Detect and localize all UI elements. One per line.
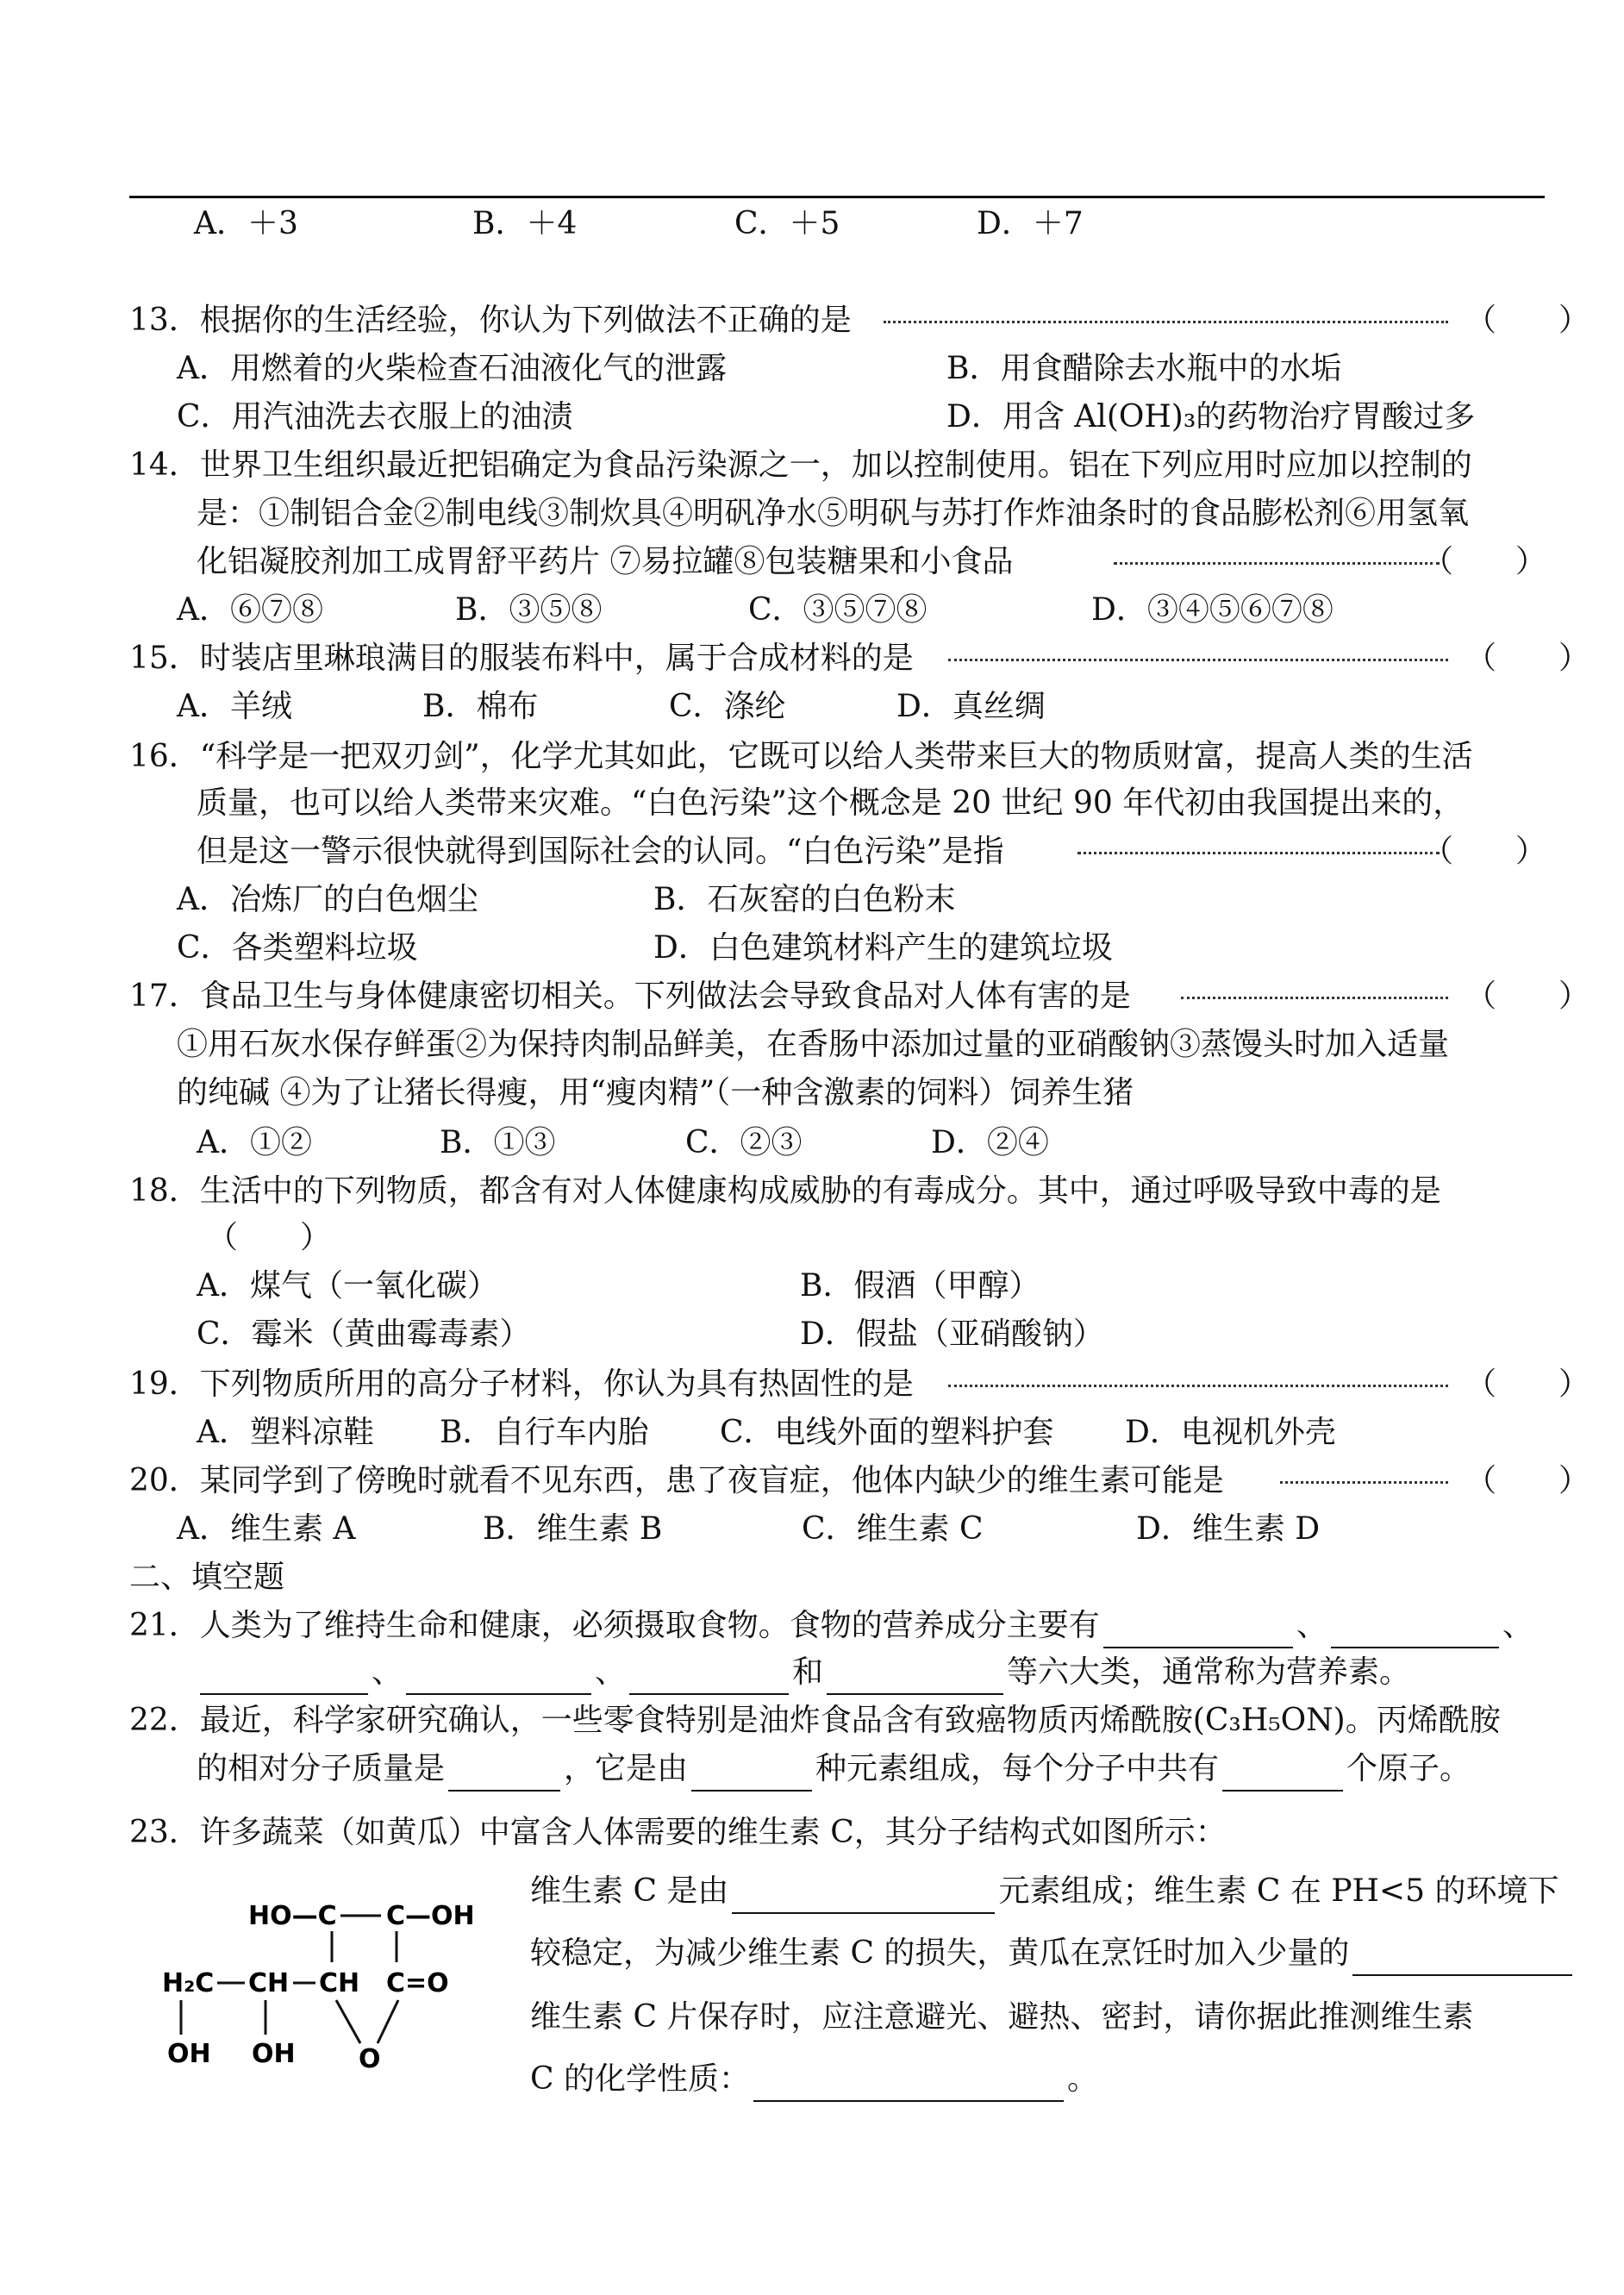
q18-option-c: C．霉米（黄曲霉毒素） (197, 1316, 531, 1352)
q21-blank-6[interactable] (827, 1659, 1003, 1695)
q15-option-b: B．棉布 (422, 689, 539, 724)
q19-paren: （ ） (1465, 1366, 1590, 1402)
q12-option-d: D．＋7 (977, 206, 1084, 241)
q18-stem: 18．生活中的下列物质，都含有对人体健康构成威胁的有毒成分。其中，通过呼吸导致中毒的是 (129, 1173, 1441, 1209)
q14-line2: 是：①制铝合金②制电线③制炊具④明矾净水⑤明矾与苏打作炸油条时的食品膨松剂⑥用氢氧 (197, 496, 1470, 531)
q16-line3: 但是这一警示很快就得到国际社会的认同。“白色污染”是指 (197, 834, 1004, 869)
q23-right-line3: 维生素 C 片保存时，应注意避光、避热、密封，请你据此推测维生素 (530, 1999, 1474, 2035)
q23-right-line4 (530, 2057, 1098, 2102)
q15-paren: （ ） (1465, 641, 1590, 676)
q13-dots (884, 321, 1448, 323)
q16-line2: 质量，也可以给人类带来灾难。“白色污染”这个概念是 20 世纪 90 年代初由我国提出来的， (197, 785, 1465, 821)
q14-dots (1114, 562, 1440, 565)
q22-text-1: 的相对分子质量是 (197, 1751, 446, 1786)
q16-option-a: A．冶炼厂的白色烟尘 (177, 882, 478, 917)
q23-stem: 23．许多蔬菜（如黄瓜）中富含人体需要的维生素 C，其分子结构式如图所示： (129, 1815, 1227, 1850)
q14-line1: 14．世界卫生组织最近把铝确定为食品污染源之一，加以控制使用。铝在下列应用时应加以控制的 (129, 447, 1472, 483)
q19-option-a: A．塑料凉鞋 (197, 1415, 374, 1450)
q23-text-4: C 的化学性质： (530, 2061, 750, 2097)
q23-text-5: 。 (1067, 2061, 1099, 2097)
q18-option-d: D．假盐（亚硝酸钠） (800, 1316, 1104, 1352)
q17-line2: ①用石灰水保存鲜蛋②为保持肉制品鲜美，在香肠中添加过量的亚硝酸钠③蒸馒头时加入适量 (177, 1027, 1450, 1062)
q20-stem: 20．某同学到了傍晚时就看不见东西，患了夜盲症，他体内缺少的维生素可能是 (129, 1463, 1224, 1498)
struct-label-h2c: H₂C (162, 1968, 215, 1998)
q18-paren: （ ） (207, 1220, 332, 1255)
q20-option-b: B．维生素 B (483, 1511, 663, 1547)
struct-label-o: O (359, 2044, 381, 2074)
q21-blank-2[interactable] (1331, 1612, 1499, 1648)
q22-text-3: 种元素组成，每个分子中共有 (815, 1751, 1220, 1786)
q22-blank-1[interactable] (448, 1755, 560, 1792)
q16-line1: 16．“科学是一把双刃剑”，化学尤其如此，它既可以给人类带来巨大的物质财富，提高人类的生活 (129, 739, 1473, 774)
q22-line2 (197, 1747, 1471, 1792)
q15-stem: 15．时装店里琳琅满目的服装布料中，属于合成材料的是 (129, 641, 914, 676)
q12-option-b: B．＋4 (472, 206, 578, 241)
q17-option-b: B．①③ (440, 1125, 556, 1160)
q15-dots (948, 659, 1448, 661)
header-rule (129, 196, 1545, 198)
q16-option-d: D．白色建筑材料产生的建筑垃圾 (653, 930, 1113, 966)
q21-sep: 、 (372, 1654, 403, 1690)
q20-dots (1280, 1481, 1448, 1484)
q18-option-a: A．煤气（一氧化碳） (197, 1268, 498, 1304)
q23-blank-1[interactable] (732, 1878, 995, 1914)
q19-option-d: D．电视机外壳 (1125, 1415, 1336, 1450)
q14-option-c: C．③⑤⑦⑧ (748, 592, 928, 628)
q13-option-c: C．用汽油洗去衣服上的油渍 (177, 399, 573, 435)
q13-option-b: B．用食醋除去水瓶中的水垢 (946, 351, 1342, 386)
q22-text-4: 个原子。 (1346, 1751, 1471, 1786)
struct-label-oh2: OH (252, 2039, 296, 2069)
struct-label-ch2: CH (319, 1968, 360, 1998)
struct-label-ho-c: HO—C (248, 1901, 337, 1931)
section-heading-fill-in: 二、填空题 (129, 1560, 285, 1595)
q14-option-a: A．⑥⑦⑧ (177, 592, 323, 628)
q16-dots (1077, 852, 1440, 854)
q12-option-a: A．＋3 (194, 206, 298, 241)
q19-stem: 19．下列物质所用的高分子材料，你认为具有热固性的是 (129, 1366, 914, 1402)
struct-label-ch1: CH (248, 1968, 290, 1998)
q17-option-a: A．①② (197, 1125, 312, 1160)
q19-option-b: B．自行车内胎 (440, 1415, 649, 1450)
q21-sep: 、 (1502, 1608, 1533, 1643)
q17-option-c: C．②③ (685, 1125, 803, 1160)
q23-text-2: 元素组成；维生素 C 在 PH<5 的环境下 (998, 1873, 1559, 1909)
q21-blank-4[interactable] (406, 1659, 591, 1695)
q13-stem: 13．根据你的生活经验，你认为下列做法不正确的是 (129, 303, 852, 338)
q23-blank-3[interactable] (753, 2066, 1064, 2102)
q21-sep: 、 (1296, 1608, 1327, 1643)
q21-line2 (197, 1650, 1410, 1695)
struct-label-co: C=O (386, 1968, 449, 1998)
q21-sep: 、 (595, 1654, 627, 1690)
q21-text: 21．人类为了维持生命和健康，必须摄取食物。食物的营养成分主要有 (129, 1608, 1100, 1643)
q16-option-b: B．石灰窑的白色粉末 (653, 882, 956, 917)
q22-blank-3[interactable] (1222, 1755, 1343, 1792)
q17-dots (1181, 997, 1448, 999)
q22-text-2: ，它是由 (564, 1751, 689, 1786)
q21-blank-3[interactable] (200, 1659, 368, 1695)
struct-label-c-oh: C—OH (386, 1901, 475, 1931)
vitamin-c-structure-diagram (155, 1879, 517, 2078)
q23-right-line1 (530, 1869, 1558, 1914)
q13-option-a: A．用燃着的火柴检查石油液化气的泄露 (177, 351, 727, 386)
q21-and: 和 (792, 1654, 824, 1690)
q22-line1: 22．最近，科学家研究确认，一些零食特别是油炸食品含有致癌物质丙烯酰胺(C₃H₅ON)。丙烯酰胺 (129, 1703, 1501, 1738)
q18-option-b: B．假酒（甲醇） (800, 1268, 1040, 1304)
q20-option-a: A．维生素 A (177, 1511, 356, 1547)
q21-line1 (129, 1604, 1533, 1648)
q17-paren: （ ） (1465, 979, 1590, 1014)
q17-line3: 的纯碱 ④为了让猪长得瘦，用“瘦肉精”（一种含激素的饲料）饲养生猪 (177, 1075, 1134, 1110)
q13-option-d: D．用含 Al(OH)₃的药物治疗胃酸过多 (946, 399, 1476, 435)
q15-option-c: C．涤纶 (669, 689, 786, 724)
q23-text-3: 较稳定，为减少维生素 C 的损失，黄瓜在烹饪时加入少量的 (530, 1935, 1350, 1971)
q23-text-1: 维生素 C 是由 (530, 1873, 729, 1909)
q19-dots (948, 1385, 1448, 1387)
q20-option-d: D．维生素 D (1136, 1511, 1321, 1547)
q14-line3: 化铝凝胶剂加工成胃舒平药片 ⑦易拉罐⑧包装糖果和小食品 (197, 544, 1014, 579)
q20-option-c: C．维生素 C (802, 1511, 984, 1547)
q20-paren: （ ） (1465, 1463, 1590, 1498)
q23-blank-2[interactable] (1352, 1940, 1572, 1976)
q21-blank-1[interactable] (1103, 1612, 1293, 1648)
q17-stem: 17．食品卫生与身体健康密切相关。下列做法会导致食品对人体有害的是 (129, 979, 1131, 1014)
q15-option-d: D．真丝绸 (896, 689, 1046, 724)
q23-right-line2 (530, 1931, 1576, 1976)
q14-option-d: D．③④⑤⑥⑦⑧ (1091, 592, 1334, 628)
q14-paren: （ ） (1422, 544, 1547, 579)
struct-bond-ring-2 (378, 2000, 398, 2043)
struct-label-oh1: OH (167, 2039, 211, 2069)
q16-paren: （ ） (1422, 834, 1547, 869)
struct-bond-ring-1 (336, 2000, 360, 2043)
q12-option-c: C．＋5 (734, 206, 840, 241)
q22-blank-2[interactable] (691, 1755, 812, 1792)
q21-tail: 等六大类，通常称为营养素。 (1007, 1654, 1411, 1690)
q19-option-c: C．电线外面的塑料护套 (720, 1415, 1054, 1450)
q15-option-a: A．羊绒 (177, 689, 292, 724)
q13-paren: （ ） (1465, 303, 1590, 338)
q21-blank-5[interactable] (629, 1659, 789, 1695)
q16-option-c: C．各类塑料垃圾 (177, 930, 418, 966)
q17-option-d: D．②④ (931, 1125, 1049, 1160)
q14-option-b: B．③⑤⑧ (455, 592, 603, 628)
